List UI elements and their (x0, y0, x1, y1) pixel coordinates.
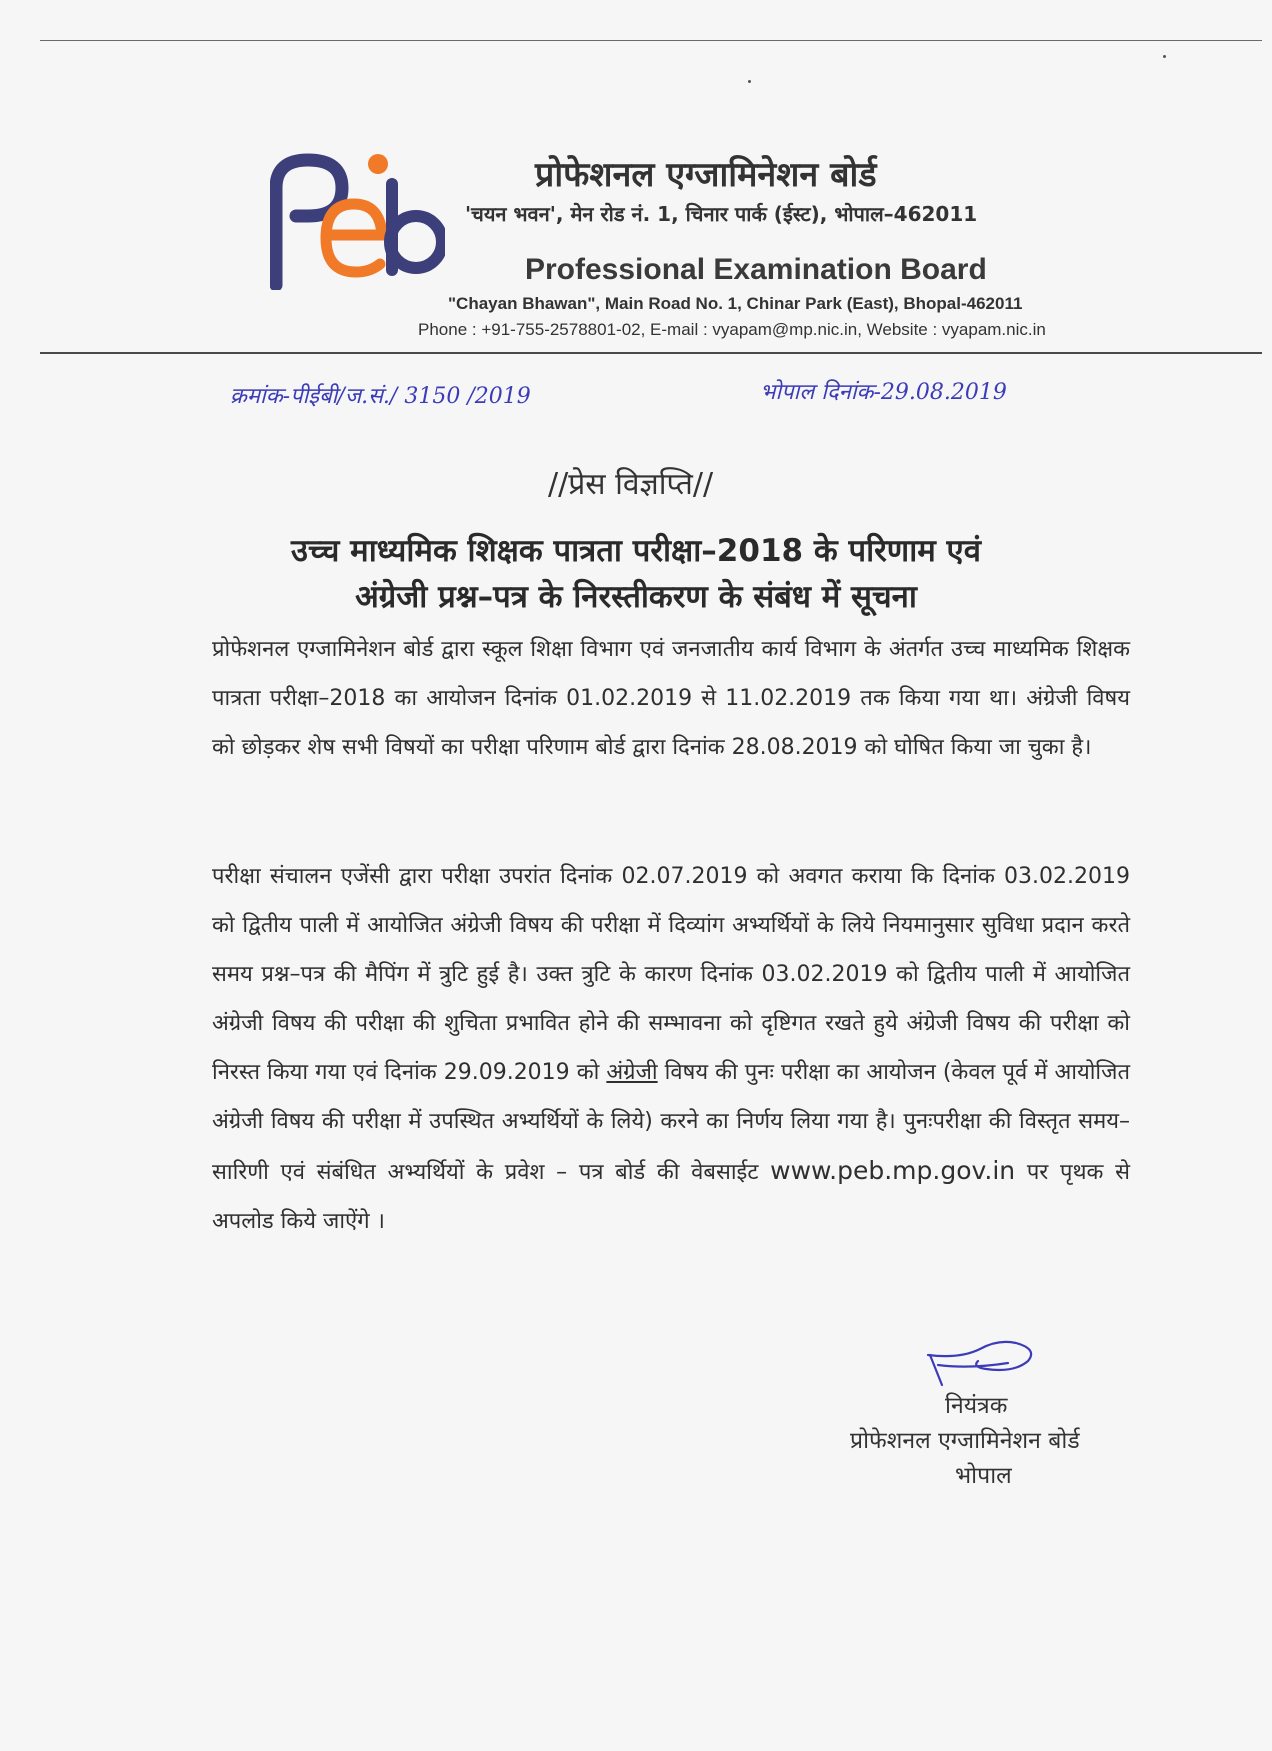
underlined-english-word: अंग्रेजी (606, 1060, 658, 1085)
board-name-english: Professional Examination Board (525, 253, 987, 286)
subject-line-2: अंग्रेजी प्रश्न–पत्र के निरस्तीकरण के संबंध में सूचना (355, 579, 917, 615)
notice-subject (200, 528, 1072, 620)
board-contact-line: Phone : +91-755-2578801-02, E-mail : vyapam@mp.nic.in, Website : vyapam.nic.in (418, 320, 1046, 339)
board-address-english: "Chayan Bhawan", Main Road No. 1, Chinar Park (East), Bhopal-462011 (448, 294, 1023, 313)
paragraph-2-text: पर पृथक से अपलोड किये जाऐंगे । (212, 1160, 1131, 1234)
website-url: www.peb.mp.gov.in (770, 1156, 1016, 1185)
notice-paragraph-1: प्रोफेशनल एग्जामिनेशन बोर्ड द्वारा स्कूल शिक्षा विभाग एवं जनजातीय कार्य विभाग के अंतर्गत उच्च माध्यमिक शिक्षक पात्रता परीक्षा–2018 का आयोजन दिनांक 01.02.2019 से 11.02.2019 तक किया गया था। अंग्रेजी विषय को छोड़कर शेष सभी विषयों का परीक्षा परिणाम बोर्ड द्वारा दिनांक 28.08.2019 को घोषित किया जा चुका है। (212, 637, 1130, 760)
reference-date: भोपाल दिनांक-29.08.2019 (760, 380, 1007, 405)
press-release-heading: //प्रेस विज्ञप्ति// (548, 467, 714, 502)
peb-logo (270, 150, 445, 290)
signatory-city: भोपाल (955, 1463, 1012, 1489)
paragraph-2-text: विषय की पुनः परीक्षा का आयोजन (केवल पूर्व में आयोजित अंग्रेजी विषय की परीक्षा में उपस्थित अभ्यर्थियों के लिये) करने का निर्णय लिया गया है। पुनःपरीक्षा की विस्तृत समय–सारिणी एवं संबंधित अभ्यर्थियों के प्रवेश – पत्र बोर्ड की वेबसाईट (212, 1060, 1130, 1185)
paragraph-2-text: परीक्षा संचालन एजेंसी द्वारा परीक्षा उपरांत दिनांक 02.07.2019 को अवगत कराया कि दिनांक 03.02.2019 को द्वितीय पाली में आयोजित अंग्रेजी विषय की परीक्षा में दिव्यांग अभ्यर्थियों के लिये नियमानुसार सुविधा प्रदान करते समय प्रश्न–पत्र की मैपिंग में त्रुटि हुई है। उक्त त्रुटि के कारण दिनांक 03.02.2019 को द्वितीय पाली में आयोजित अंग्रेजी विषय की परीक्षा की शुचिता प्रभावित होने की सम्भावना को दृष्टिगत रखते हुये अंग्रेजी विषय की परीक्षा को निरस्त किया गया एवं दिनांक 29.09.2019 को (212, 864, 1130, 1085)
subject-line-1: उच्च माध्यमिक शिक्षक पात्रता परीक्षा–2018 के परिणाम एवं (291, 533, 981, 569)
board-address-hindi: 'चयन भवन', मेन रोड नं. 1, चिनार पार्क (ईस्ट), भोपाल–462011 (465, 202, 978, 226)
scan-speck (748, 80, 751, 83)
top-rule (40, 40, 1262, 41)
notice-paragraph-2 (212, 852, 1130, 1246)
letterhead-rule (40, 352, 1262, 354)
signatory-title: नियंत्रक (945, 1393, 1008, 1419)
reference-number: क्रमांक-पीईबी/ज.सं./ 3150 /2019 (230, 384, 531, 409)
board-name-hindi: प्रोफेशनल एग्जामिनेशन बोर्ड (535, 155, 877, 195)
scan-speck (1163, 55, 1166, 58)
signatory-organization: प्रोफेशनल एग्जामिनेशन बोर्ड (850, 1428, 1080, 1454)
